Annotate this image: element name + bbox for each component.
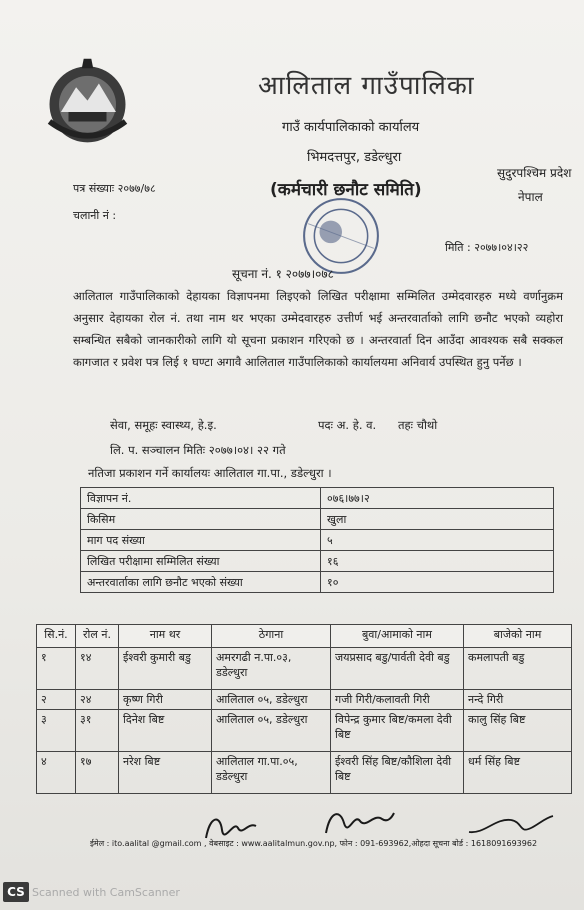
summary-value: १६	[321, 551, 554, 572]
office-subtitle: गाउँ कार्यपालिकाको कार्यालय	[282, 120, 420, 135]
cell: आलिताल ०५, डडेल्धुरा	[212, 690, 331, 710]
cell: २	[37, 690, 76, 710]
summary-table	[80, 487, 554, 593]
column-header: ठेगाना	[212, 625, 331, 648]
post-name: पदः अ. हे. व.	[318, 418, 377, 432]
cell: आलिताल ०५, डडेल्धुरा	[212, 710, 331, 752]
dispatch-number: चलानी नं :	[73, 209, 117, 222]
column-header: सि.नं.	[37, 625, 76, 648]
cell: ईश्वरी सिंह बिष्ट/कौशिला देवी बिष्ट	[331, 752, 464, 794]
table-row	[37, 648, 572, 690]
cell: अमरगढी न.पा.०३, डडेल्धुरा	[212, 648, 331, 690]
exam-date: लि. प. सञ्चालन मितिः २०७७।०४। २२ गते	[110, 443, 286, 457]
cell: कृष्ण गिरी	[119, 690, 212, 710]
committee-name: (कर्मचारी छनौट समिति)	[270, 180, 422, 200]
cell: १७	[76, 752, 119, 794]
office-address: भिमदत्तपुर, डडेल्धुरा	[307, 150, 402, 165]
notice-number: सूचना नं. १ २०७७।०७८	[232, 267, 334, 281]
summary-value: ५	[321, 530, 554, 551]
summary-value: १०	[321, 572, 554, 593]
camscanner-watermark: Scanned with CamScanner	[32, 886, 180, 899]
nepal-emblem-icon	[40, 55, 135, 150]
result-office: नतिजा प्रकाशन गर्ने कार्यालयः आलिताल गा.पा., डडेल्धुरा ।	[88, 466, 332, 480]
cell: जयप्रसाद बडु/पार्वती देवी बडु	[331, 648, 464, 690]
summary-label: अन्तरवार्ताका लागि छनौट भएको संख्या	[81, 572, 321, 593]
cell: विपेन्द्र कुमार बिष्ट/कमला देवी बिष्ट	[331, 710, 464, 752]
service-group: सेवा, समूहः स्वास्थ्य, हे.इ.	[110, 418, 217, 432]
notice-body: आलिताल गाउँपालिकाको देहायका विज्ञापनमा लिइएको लिखित परीक्षामा सम्मिलित उम्मेदवारहरु मध्ये वर्णानुक्रम अनुसार देहायका रोल नं. तथा नाम थर भएका उम्मेदवारहरु उत्तीर्ण भई अन्तरवार्ताको लागि छनौट भएको व्यहोरा सम्बन्धित सबैको जानकारीको लागि यो सूचना प्रकाशन गरिएको छ । अन्तरवार्ता दिन आउँदा आवश्यक सबै सक्कल कागजात र प्रवेश पत्र लिई १ घण्टा अगावै आलिताल गाउँपालिकाको कार्यालयमा अनिवार्य उपस्थित हुनु पर्नेछ ।	[73, 289, 563, 369]
province-name: सुदुरपश्चिम प्रदेश	[497, 166, 572, 180]
table-row	[81, 551, 554, 572]
cell: आलिताल गा.पा.०५, डडेल्धुरा	[212, 752, 331, 794]
summary-value: ०७६।७७।२	[321, 488, 554, 509]
cell: ३	[37, 710, 76, 752]
cell: २४	[76, 690, 119, 710]
table-row	[37, 710, 572, 752]
signature-3	[465, 808, 555, 840]
table-header-row	[37, 625, 572, 648]
column-header: नाम थर	[119, 625, 212, 648]
cell: गजी गिरी/कलावती गिरी	[331, 690, 464, 710]
summary-label: किसिम	[81, 509, 321, 530]
table-row	[81, 488, 554, 509]
cell: ३१	[76, 710, 119, 752]
camscanner-logo-text: CS	[7, 885, 25, 899]
table-row	[37, 752, 572, 794]
summary-label: लिखित परीक्षामा सम्मिलित संख्या	[81, 551, 321, 572]
post-level: तहः चौथो	[398, 418, 438, 432]
letter-number: पत्र संख्याः २०७७/७८	[73, 182, 156, 195]
cell: १४	[76, 648, 119, 690]
country-name: नेपाल	[518, 190, 543, 204]
summary-value: खुला	[321, 509, 554, 530]
notice-date: मिति : २०७७।०४।२२	[445, 241, 529, 254]
cell: कालु सिंह बिष्ट	[464, 710, 572, 752]
cell: धर्म सिंह बिष्ट	[464, 752, 572, 794]
cell: ४	[37, 752, 76, 794]
table-row	[81, 509, 554, 530]
table-row	[81, 530, 554, 551]
cell: कमलापती बडु	[464, 648, 572, 690]
summary-label: माग पद संख्या	[81, 530, 321, 551]
cell: ईश्वरी कुमारी बडु	[119, 648, 212, 690]
column-header: बाजेको नाम	[464, 625, 572, 648]
cell: नरेश बिष्ट	[119, 752, 212, 794]
cell: नन्दे गिरी	[464, 690, 572, 710]
column-header: बुवा/आमाको नाम	[331, 625, 464, 648]
result-table	[36, 624, 572, 794]
cell: दिनेश बिष्ट	[119, 710, 212, 752]
column-header: रोल नं.	[76, 625, 119, 648]
cell: १	[37, 648, 76, 690]
summary-label: विज्ञापन नं.	[81, 488, 321, 509]
office-name: आलिताल गाउँपालिका	[258, 71, 475, 101]
table-row	[37, 690, 572, 710]
camscanner-logo	[3, 882, 29, 902]
footer-contact: ईमेल : ito.aalital @gmail.com , वेबसाइट : www.aalitalmun.gov.np, फोन : 091-693962,ओहदा सूचना बोर्ड : 1618091693962	[90, 839, 538, 848]
table-row	[81, 572, 554, 593]
